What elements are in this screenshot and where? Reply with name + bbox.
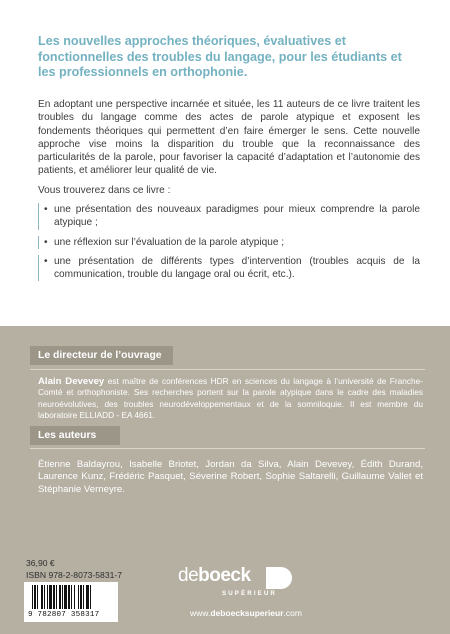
bullet-item [38, 203, 420, 230]
body-paragraph: En adoptant une perspective incarnée et située, les 11 auteurs de ce livre traitent les troubles du langage comme des actes de parole atypique et exposent les fondements théoriques qui permettent d’en faire émerger le sens. Cette nouvelle approche vise moins la disparition du trouble que la reconnaissance des particularités de la parole, pour favoriser la capacité d’adaptation et l’autonomie des patients, et améliorer leur qualité de vie. [38, 99, 420, 177]
bullet-item [38, 236, 420, 249]
bullet-dot-icon: • [44, 255, 48, 267]
publisher-logo [178, 563, 308, 609]
intro-line: Vous trouverez dans ce livre : [38, 185, 171, 196]
authors-list: Étienne Baldayrou, Isabelle Briotet, Jordan da Silva, Alain Devevey, Édith Durand, Laurence Kunz, Frédéric Pasquet, Séverine Robert, Sophie Saltarelli, Guillaume Vallet et Stéphanie Verneyre. [38, 459, 423, 495]
authors-label: Les auteurs [30, 426, 120, 445]
director-bio-text: est maître de conférences HDR en sciences du langage à l’université de Franche-Comté et orthophoniste. Ses recherches portent sur la parole atypique dans le cadre des maladies neuroévolutives, des troubles neurodéveloppementaux et de la somniloquie. Il est membre du laboratoire ELLIADD - EA 4661. [38, 376, 423, 420]
isbn: ISBN 978-2-8073-5831-7 [26, 570, 123, 580]
divider [30, 369, 425, 370]
bullet-list [38, 203, 420, 287]
director-bio [38, 376, 423, 421]
barcode [24, 582, 118, 622]
bullet-item [38, 255, 420, 282]
barcode-digits: 9 782807 358317 [28, 611, 100, 619]
bullet-dot-icon: • [44, 204, 48, 215]
barcode-icon [30, 585, 112, 611]
publisher-logo-subtitle: SUPÉRIEUR [222, 590, 278, 597]
director-label: Le directeur de l’ouvrage [30, 346, 173, 365]
headline: Les nouvelles approches théoriques, évaluatives et fonctionnelles des troubles du langage, pour les étudiants et les professionnels en orthophonie. [38, 34, 402, 80]
director-name: Alain Devevey [38, 376, 105, 387]
divider [30, 448, 425, 449]
publisher-logo-text: deboeck [178, 565, 251, 586]
credits-section [0, 326, 450, 634]
bullet-text: une présentation de différents types d’intervention (troubles acquis de la communication, trouble du langage oral ou écrit, etc.). [54, 255, 420, 281]
publisher-website: www.deboecksuperieur.com [190, 608, 302, 618]
bullet-text: une réflexion sur l’évaluation de la parole atypique ; [54, 236, 285, 248]
price: 36,90 € [26, 558, 55, 568]
bullet-dot-icon: • [44, 236, 48, 248]
bullet-text: une présentation des nouveaux paradigmes pour mieux comprendre la parole atypique ; [54, 204, 420, 229]
publisher-d-mark-icon [266, 567, 292, 589]
